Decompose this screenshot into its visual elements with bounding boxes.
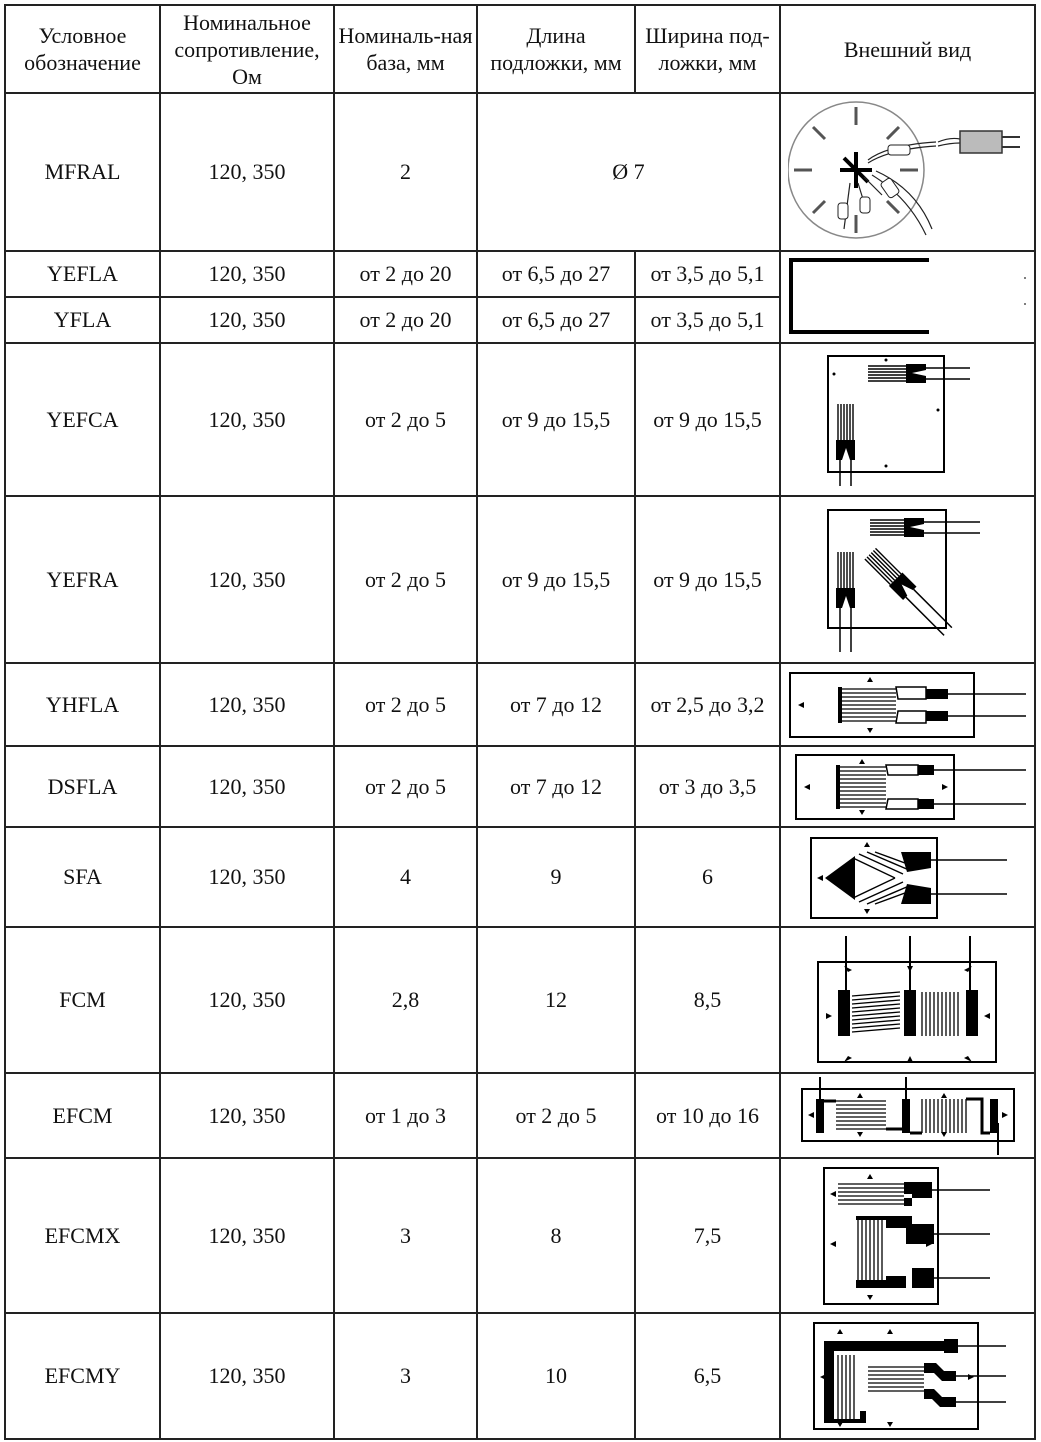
cell-name: YEFRA xyxy=(5,496,160,663)
cell-base: 3 xyxy=(334,1158,477,1313)
cell-picture xyxy=(780,1313,1035,1439)
table-row xyxy=(5,496,1035,663)
cell-width: 7,5 xyxy=(635,1158,780,1313)
header-width: Ширина под-ложки, мм xyxy=(635,5,780,93)
cell-resistance: 120, 350 xyxy=(160,1313,334,1439)
cell-name: YHFLA xyxy=(5,663,160,746)
cell-name: YFLA xyxy=(5,297,160,343)
cell-base: от 2 до 5 xyxy=(334,746,477,827)
cell-picture xyxy=(780,1073,1035,1158)
cell-name: EFCMX xyxy=(5,1158,160,1313)
cell-picture xyxy=(780,251,1035,343)
cell-base: от 2 до 5 xyxy=(334,663,477,746)
cell-length: 10 xyxy=(477,1313,635,1439)
cell-picture xyxy=(780,496,1035,663)
table-row xyxy=(5,746,1035,827)
table-row xyxy=(5,827,1035,927)
cell-resistance: 120, 350 xyxy=(160,663,334,746)
table-row xyxy=(5,1158,1035,1313)
dual-grid-gauge-icon xyxy=(798,1077,1018,1155)
cell-width: 6,5 xyxy=(635,1313,780,1439)
linear-gauge-icon xyxy=(786,669,1030,741)
gauge-table-sheet xyxy=(4,4,1036,1440)
header-resistance: Номинальное сопротивление, Ом xyxy=(160,5,334,93)
cell-length: от 2 до 5 xyxy=(477,1073,635,1158)
cell-base: от 2 до 20 xyxy=(334,251,477,297)
cell-base: от 1 до 3 xyxy=(334,1073,477,1158)
cell-base: от 2 до 5 xyxy=(334,343,477,496)
cell-name: FCM xyxy=(5,927,160,1073)
cell-width: от 9 до 15,5 xyxy=(635,343,780,496)
cell-name: YEFLA xyxy=(5,251,160,297)
header-designation: Условное обозначение xyxy=(5,5,160,93)
three-element-rosette-icon xyxy=(808,502,1008,658)
cell-resistance: 120, 350 xyxy=(160,251,334,297)
round-rosette-gauge-icon xyxy=(788,97,1028,247)
cell-base: от 2 до 20 xyxy=(334,297,477,343)
cell-name: SFA xyxy=(5,827,160,927)
cell-name: EFCMY xyxy=(5,1313,160,1439)
cell-length: от 6,5 до 27 xyxy=(477,297,635,343)
cell-resistance: 120, 350 xyxy=(160,927,334,1073)
cell-name: EFCM xyxy=(5,1073,160,1158)
cell-picture xyxy=(780,663,1035,746)
cell-width: 6 xyxy=(635,827,780,927)
table-row xyxy=(5,1313,1035,1439)
cell-width: от 3,5 до 5,1 xyxy=(635,297,780,343)
cell-resistance: 120, 350 xyxy=(160,746,334,827)
cell-base: 4 xyxy=(334,827,477,927)
cell-length: 8 xyxy=(477,1158,635,1313)
cell-picture xyxy=(780,1158,1035,1313)
table-row xyxy=(5,251,1035,297)
cell-base: 2 xyxy=(334,93,477,251)
table-row xyxy=(5,927,1035,1073)
header-row xyxy=(5,5,1035,93)
cell-picture xyxy=(780,343,1035,496)
tee-rosette-gauge-icon xyxy=(820,1164,996,1308)
cell-width: от 3 до 3,5 xyxy=(635,746,780,827)
table-row xyxy=(5,93,1035,251)
table-row xyxy=(5,343,1035,496)
cell-picture xyxy=(780,746,1035,827)
cell-resistance: 120, 350 xyxy=(160,1158,334,1313)
cell-base: 2,8 xyxy=(334,927,477,1073)
cell-resistance: 120, 350 xyxy=(160,496,334,663)
cell-width: от 9 до 15,5 xyxy=(635,496,780,663)
header-appearance: Внешний вид xyxy=(780,5,1035,93)
cell-picture xyxy=(780,93,1035,251)
cell-length: от 9 до 15,5 xyxy=(477,343,635,496)
cell-length: от 6,5 до 27 xyxy=(477,251,635,297)
cell-picture xyxy=(780,827,1035,927)
linear-gauge-outline-icon xyxy=(783,254,1033,340)
cell-name: MFRAL xyxy=(5,93,160,251)
cell-resistance: 120, 350 xyxy=(160,93,334,251)
cell-base: 3 xyxy=(334,1313,477,1439)
strain-gauge-table xyxy=(4,4,1036,1440)
cell-resistance: 120, 350 xyxy=(160,827,334,927)
linear-gauge-icon xyxy=(786,751,1030,823)
cell-length: 9 xyxy=(477,827,635,927)
cell-resistance: 120, 350 xyxy=(160,343,334,496)
header-length: Длина подложки, мм xyxy=(477,5,635,93)
cell-width: от 10 до 16 xyxy=(635,1073,780,1158)
cell-length: от 7 до 12 xyxy=(477,663,635,746)
cell-width: от 3,5 до 5,1 xyxy=(635,251,780,297)
table-row xyxy=(5,1073,1035,1158)
shear-gauge-icon xyxy=(803,832,1013,922)
cell-base: от 2 до 5 xyxy=(334,496,477,663)
cell-resistance: 120, 350 xyxy=(160,297,334,343)
cell-name: YEFCA xyxy=(5,343,160,496)
dual-grid-gauge-icon xyxy=(808,932,1008,1068)
tee-rosette-gauge-icon xyxy=(806,1319,1010,1433)
two-element-90-rosette-icon xyxy=(808,350,1008,490)
header-base: Номиналь-ная база, мм xyxy=(334,5,477,93)
cell-resistance: 120, 350 xyxy=(160,1073,334,1158)
cell-width: от 2,5 до 3,2 xyxy=(635,663,780,746)
cell-width: 8,5 xyxy=(635,927,780,1073)
cell-length: от 7 до 12 xyxy=(477,746,635,827)
cell-name: DSFLA xyxy=(5,746,160,827)
cell-length: от 9 до 15,5 xyxy=(477,496,635,663)
table-row xyxy=(5,663,1035,746)
cell-length: 12 xyxy=(477,927,635,1073)
cell-diameter: Ø 7 xyxy=(477,93,780,251)
cell-picture xyxy=(780,927,1035,1073)
